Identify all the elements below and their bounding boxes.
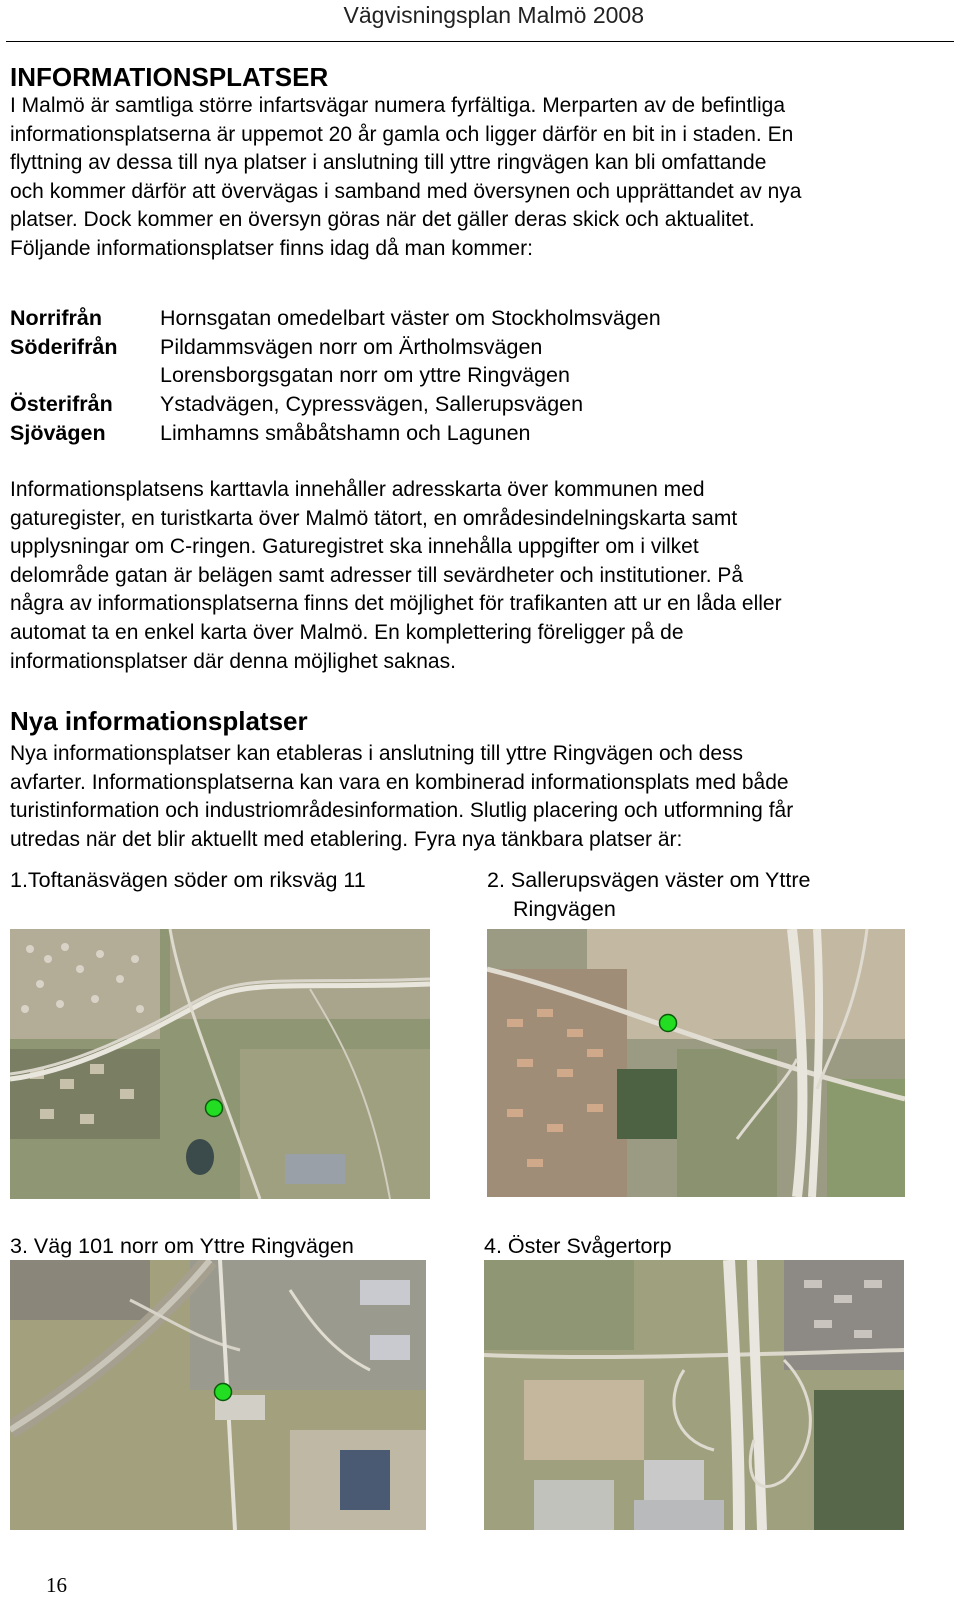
- location-text: Ystadvägen, Cypressvägen, Sallerupsvägen: [160, 392, 584, 417]
- direction-label: Söderifrån: [10, 334, 118, 359]
- list-item: [10, 390, 661, 419]
- paragraph-line: upplysningar om C-ringen. Gaturegistret ska innehålla uppgifter om i vilket: [10, 535, 699, 559]
- aerial-map-3: [10, 1260, 426, 1530]
- paragraph-line: informationsplatser där denna möjlighet saknas.: [10, 649, 456, 673]
- paragraph-line: I Malmö är samtliga större infartsvägar numera fyrfältiga. Merparten av de befintliga: [10, 94, 786, 117]
- section-paragraph: [10, 92, 954, 264]
- page-header: [0, 0, 960, 44]
- direction-label: [10, 361, 160, 390]
- map-caption-1: 1.Toftanäsvägen söder om riksväg 11: [10, 868, 366, 892]
- map-caption-2: [487, 866, 810, 923]
- document-title: Vägvisningsplan Malmö 2008: [343, 2, 644, 28]
- caption-line: Ringvägen: [513, 896, 616, 921]
- section-heading: INFORMATIONSPLATSER: [10, 62, 329, 92]
- direction-label: Norrifrån: [10, 306, 102, 330]
- page-number: 16: [46, 1573, 67, 1597]
- location-text: Hornsgatan omedelbart väster om Stockholmsvägen: [160, 306, 661, 330]
- paragraph-line: automat ta en enkel karta över Malmö. En komplettering föreligger på de: [10, 620, 684, 644]
- paragraph-line: några av informationsplatserna finns det möjlighet för trafikanten att ur en låda eller: [10, 592, 782, 616]
- paragraph-line: gaturegister, en turistkarta över Malmö tätort, en områdesindelningskarta samt: [10, 506, 738, 530]
- paragraph-line: delområde gatan är belägen samt adresser till sevärdheter och institutioner. På: [10, 563, 744, 587]
- list-item: [10, 304, 661, 333]
- nya-informationsplatser-paragraph: [10, 740, 954, 854]
- map-caption-4: 4. Öster Svågertorp: [484, 1234, 672, 1258]
- aerial-map-1: [10, 929, 430, 1199]
- destination-list: [10, 304, 661, 447]
- map-caption-3: 3. Väg 101 norr om Yttre Ringvägen: [10, 1234, 354, 1258]
- paragraph-line: informationsplatserna är uppemot 20 år gamla och ligger därför en bit in i staden. En: [10, 122, 794, 146]
- aerial-map-2: [487, 929, 905, 1197]
- list-item: [10, 361, 661, 390]
- list-item: [10, 419, 661, 448]
- location-text: Pildammsvägen norr om Ärtholmsvägen: [160, 334, 543, 359]
- paragraph-line: Informationsplatsens karttavla innehåller adresskarta över kommunen med: [10, 478, 705, 501]
- paragraph-line: turistinformation och industriområdesinformation. Slutlig placering och utformning får: [10, 799, 794, 823]
- paragraph-line: utredas när det blir aktuellt med etablering. Fyra nya tänkbara platser är:: [10, 827, 683, 851]
- karttavla-paragraph: [10, 476, 954, 676]
- paragraph-line: Nya informationsplatser kan etableras i anslutning till yttre Ringvägen och dess: [10, 742, 744, 765]
- location-text: Lorensborgsgatan norr om yttre Ringvägen: [160, 363, 570, 388]
- paragraph-line: Följande informationsplatser finns idag då man kommer:: [10, 236, 533, 260]
- aerial-map-4: [484, 1260, 904, 1530]
- subsection-heading: Nya informationsplatser: [10, 706, 308, 736]
- list-item: [10, 333, 661, 362]
- section-informationsplatser: [10, 62, 954, 264]
- paragraph-line: flyttning av dessa till nya platser i anslutning till yttre ringvägen kan bli omfattande: [10, 151, 767, 175]
- location-text: Limhamns småbåtshamn och Lagunen: [160, 420, 531, 445]
- location-marker: [203, 1097, 225, 1119]
- header-divider: [6, 41, 954, 42]
- location-marker: [657, 1012, 679, 1034]
- paragraph-line: platser. Dock kommer en översyn göras när det gäller deras skick och aktualitet.: [10, 208, 755, 232]
- location-marker: [212, 1381, 234, 1403]
- paragraph-line: avfarter. Informationsplatserna kan vara en kombinerad informationsplats med både: [10, 770, 789, 794]
- direction-label: Österifrån: [10, 392, 113, 417]
- paragraph-line: och kommer därför att övervägas i samband med översynen och upprättandet av nya: [10, 179, 802, 203]
- direction-label: Sjövägen: [10, 420, 106, 445]
- caption-line: 2. Sallerupsvägen väster om Yttre: [487, 868, 811, 892]
